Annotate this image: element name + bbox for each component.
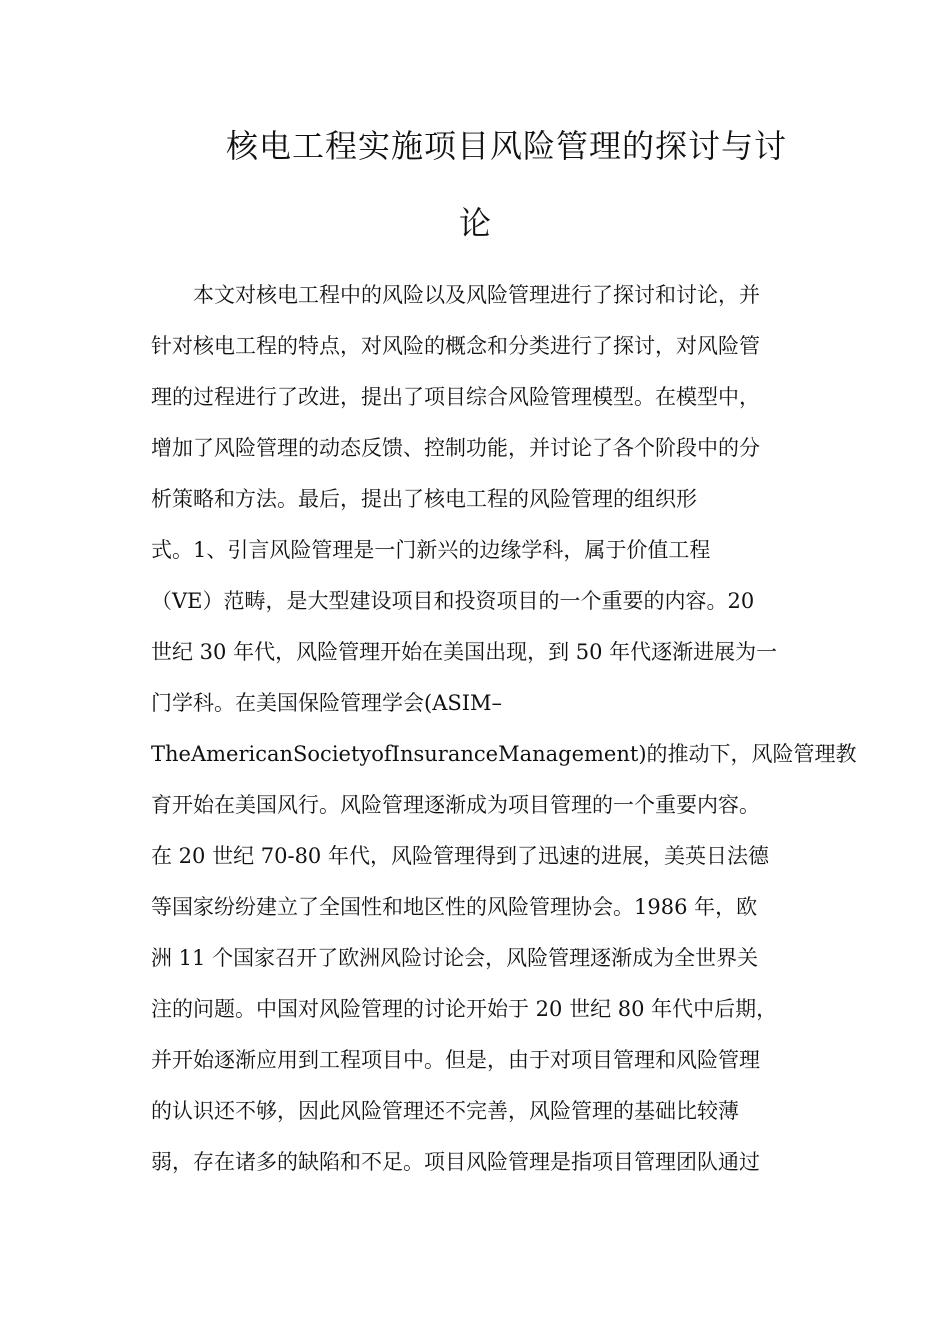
body-text-line: 门学科。在美国保险管理学会(ASIM–	[151, 691, 503, 715]
body-text-line: 注的问题。中国对风险管理的讨论开始于 20 世纪 80 年代中后期，	[151, 997, 778, 1021]
body-text-line: 育开始在美国风行。风险管理逐渐成为项目管理的一个重要内容。	[151, 793, 760, 817]
body-text-line: 本文对核电工程中的风险以及风险管理进行了探讨和讨论，并	[151, 283, 760, 307]
body-text-line: 世纪 30 年代，风险管理开始在美国出现，到 50 年代逐渐进展为一	[151, 640, 778, 664]
body-text-line: 的认识还不够，因此风险管理还不完善，风险管理的基础比较薄	[151, 1099, 739, 1123]
body-text-line: 理的过程进行了改进，提出了项目综合风险管理模型。在模型中，	[151, 385, 760, 409]
body-text-line: 弱，存在诸多的缺陷和不足。项目风险管理是指项目管理团队通过	[151, 1150, 760, 1174]
body-text-line: 洲 11 个国家召开了欧洲风险讨论会，风险管理逐渐成为全世界关	[151, 946, 759, 970]
body-text-line: （VE）范畴，是大型建设项目和投资项目的一个重要的内容。20	[151, 589, 755, 613]
body-text-line: 针对核电工程的特点，对风险的概念和分类进行了探讨，对风险管	[151, 334, 760, 358]
body-text-line: 增加了风险管理的动态反馈、控制功能，并讨论了各个阶段中的分	[151, 436, 760, 460]
body-text-line: 并开始逐渐应用到工程项目中。但是，由于对项目管理和风险管理	[151, 1048, 760, 1072]
body-text-line: 式。1、引言风险管理是一门新兴的边缘学科，属于价值工程	[151, 538, 711, 562]
body-text-line: 在 20 世纪 70-80 年代，风险管理得到了迅速的进展，美英日法德	[151, 844, 769, 868]
document-title-line-2: 论	[459, 204, 493, 242]
document-title-line-1: 核电工程实施项目风险管理的探讨与讨	[226, 127, 788, 165]
body-text-line: TheAmericanSocietyofInsuranceManagement)的推动下，风险管理教	[151, 742, 857, 766]
body-text-line: 等国家纷纷建立了全国性和地区性的风险管理协会。1986 年，欧	[151, 895, 758, 919]
body-text-line: 析策略和方法。最后，提出了核电工程的风险管理的组织形	[151, 487, 697, 511]
